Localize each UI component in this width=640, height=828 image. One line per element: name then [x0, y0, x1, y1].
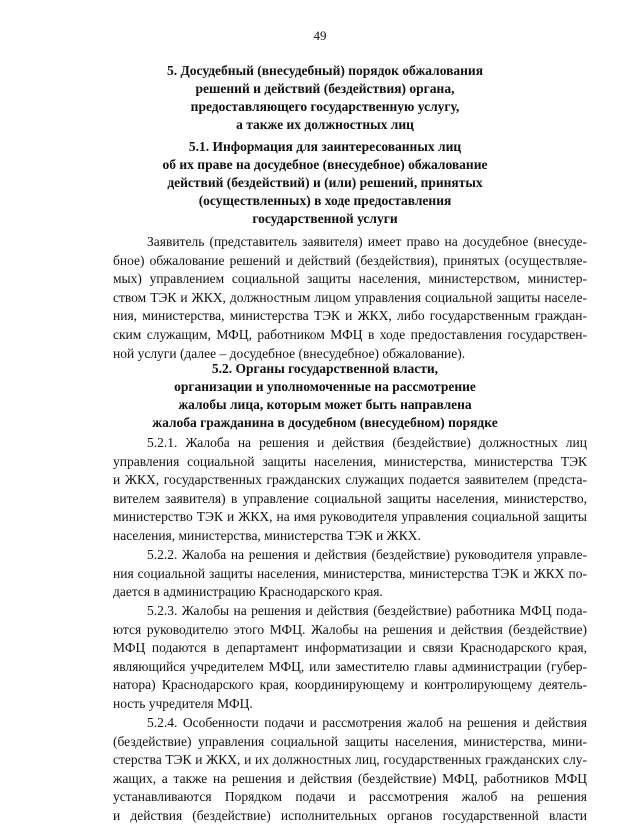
text-line: стерства ТЭК и ЖКХ, и их должностных лиц, государственных гражданских слу- — [113, 752, 587, 768]
text-line: 5.2.2. Жалоба на решения и действия (бездействие) руководителя управле- — [147, 547, 587, 562]
section-5-heading — [110, 62, 540, 134]
text-line: дается в администрацию Краснодарского края. — [113, 584, 383, 600]
text-line: (бездействие) управления социальной защиты населения, министерства, мини- — [113, 733, 587, 749]
text-line: ной услуги (далее – досудебное (внесудебное) обжалование). — [113, 345, 466, 361]
heading-line: жалоба гражданина в досудебном (внесудебном) порядке — [152, 415, 498, 430]
text-line: МФЦ подаются в департамент информатизации и связи Краснодарского края, — [113, 640, 587, 656]
section-5-1-paragraph — [113, 233, 587, 363]
section-5-1-heading — [110, 138, 540, 228]
text-line: 5.2.1. Жалоба на решения и действия (бездействие) должностных лиц — [147, 435, 587, 450]
text-line: ются руководителю этого МФЦ. Жалобы на решения и действия (бездействие) — [113, 621, 587, 637]
heading-line: организации и уполномоченные на рассмотрение — [174, 379, 476, 394]
text-line: и ЖКХ, государственных гражданских служащих подается заявителем (предста- — [113, 472, 587, 488]
text-line: управления социальной защиты населения, министерства, министерства ТЭК — [113, 453, 587, 469]
heading-line: действий (бездействий) и (или) решений, принятых — [167, 175, 483, 190]
paragraph-5-2-1 — [113, 434, 587, 546]
heading-line: 5.2. Органы государственной власти, — [211, 361, 439, 376]
heading-line: (осуществленных) в ходе предоставления — [198, 193, 452, 208]
heading-line: об их праве на досудебное (внесудебное) обжалование — [162, 157, 488, 172]
paragraph-5-2-3 — [113, 602, 587, 714]
text-line: являющийся учредителем МФЦ, или заместителю главы администрации (губер- — [113, 658, 587, 674]
text-line: вителем заявителя) в управление социальной защиты населения, министерство, — [113, 490, 587, 506]
text-line: 5.2.3. Жалобы на решения и действия (бездействие) работника МФЦ пода- — [147, 603, 587, 618]
text-line: мых) управлением социальной защиты населения, министерством, министер- — [113, 271, 587, 287]
heading-line: а также их должностных лиц — [236, 117, 414, 132]
text-line: Заявитель (представитель заявителя) имеет право на досудебное (внесуде- — [147, 234, 587, 249]
text-line: министерство ТЭК и ЖКХ, на имя руководителя управления социальной защиты — [113, 509, 587, 525]
text-line: ность учредителя МФЦ. — [113, 695, 253, 711]
heading-line: предоставляющего государственную услугу, — [190, 99, 460, 114]
page-number: 49 — [313, 28, 327, 43]
text-line: бное) обжалование решений и действий (бездействия), принятых (осуществляе- — [113, 252, 587, 268]
section-5-2-heading — [110, 360, 540, 432]
text-line: ством ТЭК и ЖКХ, должностным лицом управления социальной защиты населе- — [113, 289, 587, 305]
text-line: и действия (бездействие) исполнительных органов государственной власти — [113, 807, 587, 823]
text-line: ния, министерства, министерства ТЭК и ЖКХ, либо государственным граждан- — [113, 308, 587, 324]
heading-line: 5. Досудебный (внесудебный) порядок обжалования — [166, 63, 484, 78]
paragraph-5-2-2 — [113, 546, 587, 602]
text-line: ским служащим, МФЦ, работником МФЦ в ходе предоставления государствен- — [113, 326, 587, 342]
paragraph-5-2-4 — [113, 714, 587, 826]
heading-line: государственной услуги — [252, 211, 398, 226]
text-line: ния социальной защиты населения, министерства, министерства ТЭК и ЖКХ по- — [113, 565, 587, 581]
text-line: жащих, а также на решения и действия (бездействие) МФЦ, работников МФЦ — [113, 770, 587, 786]
heading-line: решений и действий (бездействия) органа, — [195, 81, 455, 96]
text-line: населения, министерства, министерства ТЭК и ЖКХ. — [113, 527, 421, 543]
text-line: 5.2.4. Особенности подачи и рассмотрения жалоб на решения и действия — [147, 715, 587, 730]
heading-line: жалобы лица, которым может быть направлена — [178, 397, 472, 412]
text-line: натора) Краснодарского края, координирующему и контролирующему деятель- — [113, 677, 587, 693]
text-line: устанавливаются Порядком подачи и рассмотрения жалоб на решения — [113, 789, 587, 805]
heading-line: 5.1. Информация для заинтересованных лиц — [188, 139, 462, 154]
